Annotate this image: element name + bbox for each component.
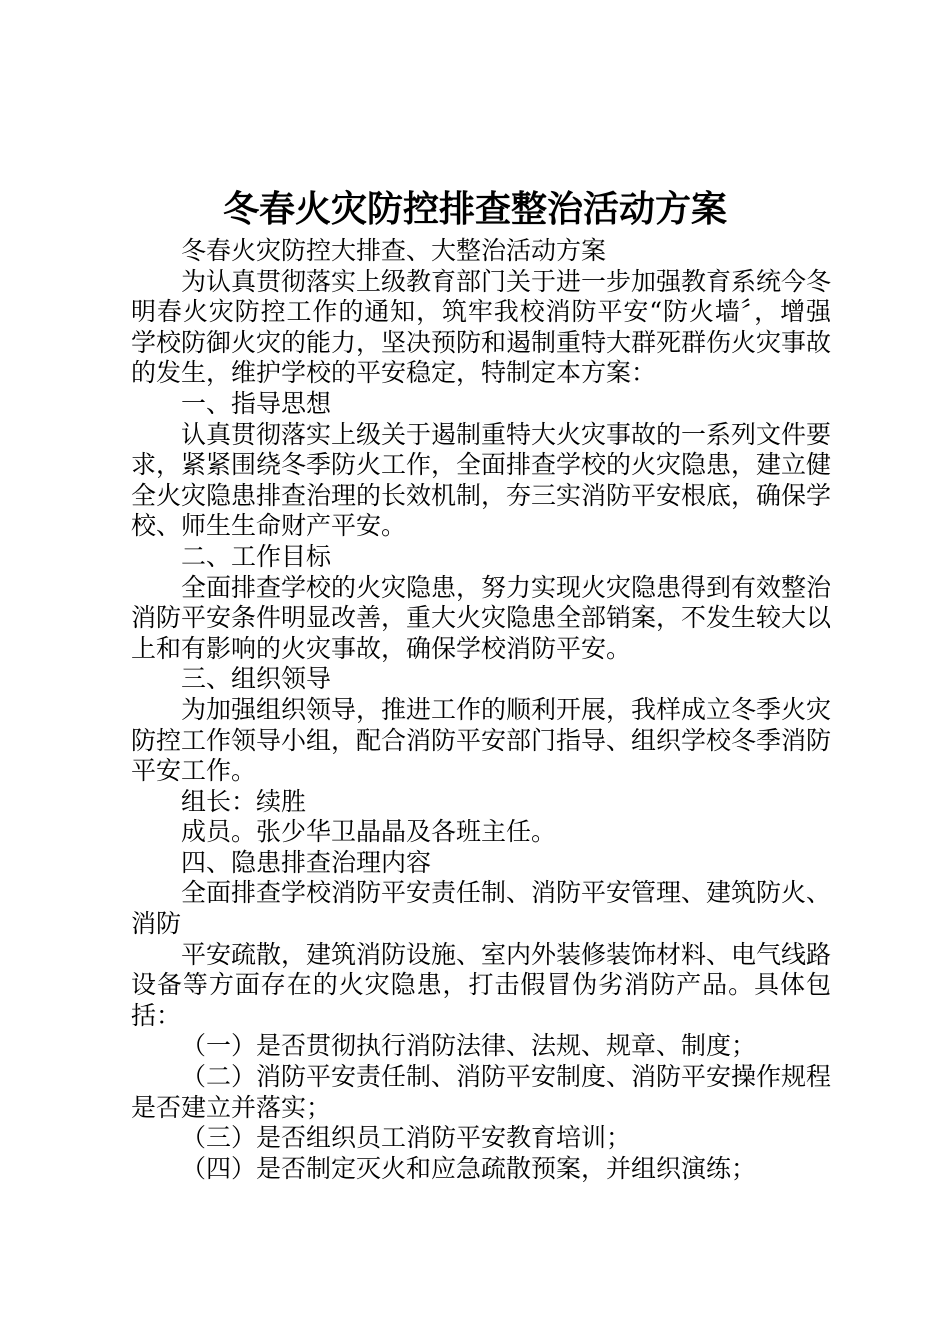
list-item-4: （四）是否制定灭火和应急疏散预案，并组织演练；: [181, 1153, 757, 1183]
paragraph-inspection-details: 平安疏散，建筑消防设施、室内外装修装饰材料、电气线路设备等方面存在的火灾隐患，打击假冒伪劣消防产品。具体包括：: [131, 939, 832, 1030]
document-body: [131, 236, 831, 1184]
paragraph-team-members: 成员。张少华卫晶晶及各班主任。: [181, 817, 557, 847]
paragraph-intro: 为认真贯彻落实上级教育部门关于进一步加强教育系统今冬明春火灾防控工作的通知，筑牢我校消防平安“防火墙〞，增强学校防御火灾的能力，坚决预防和遏制重特大群死群伤火灾事故的发生，维护学校的平安稳定，特制定本方案：: [131, 266, 832, 388]
section-heading-organization: 三、组织领导: [181, 664, 332, 694]
paragraph-subtitle: 冬春火灾防控大排查、大整治活动方案: [181, 236, 607, 265]
paragraph-organization: 为加强组织领导，推进工作的顺利开展，我样成立冬季火灾防控工作领导小组，配合消防平安部门指导、组织学校冬季消防平安工作。: [131, 694, 832, 786]
paragraph-inspection-scope: 全面排查学校消防平安责任制、消防平安管理、建筑防火、消防: [131, 878, 832, 939]
list-item-3: （三）是否组织员工消防平安教育培训；: [181, 1123, 632, 1153]
list-item-1: （一）是否贯彻执行消防法律、法规、规章、制度；: [181, 1031, 757, 1061]
section-heading-guiding-ideology: 一、指导思想: [181, 388, 332, 418]
paragraph-work-goals: 全面排查学校的火灾隐患，努力实现火灾隐患得到有效整治消防平安条件明显改善，重大火灾隐患全部销案，不发生较大以上和有影响的火灾事故，确保学校消防平安。: [131, 572, 832, 663]
paragraph-team-leader: 组长：续胜: [181, 786, 307, 816]
section-heading-inspection-content: 四、隐患排查治理内容: [181, 847, 432, 877]
paragraph-guiding-ideology: 认真贯彻落实上级关于遏制重特大火灾事故的一系列文件要求，紧紧围绕冬季防火工作，全面排查学校的火灾隐患，建立健全火灾隐患排查治理的长效机制，夯三实消防平安根底，确保学校、师生生命财产平安。: [131, 419, 832, 541]
document-title: 冬春火灾防控排查整治活动方案: [222, 188, 727, 230]
list-item-2: （二）消防平安责任制、消防平安制度、消防平安操作规程是否建立并落实；: [131, 1062, 832, 1122]
section-heading-work-goals: 二、工作目标: [181, 541, 332, 571]
